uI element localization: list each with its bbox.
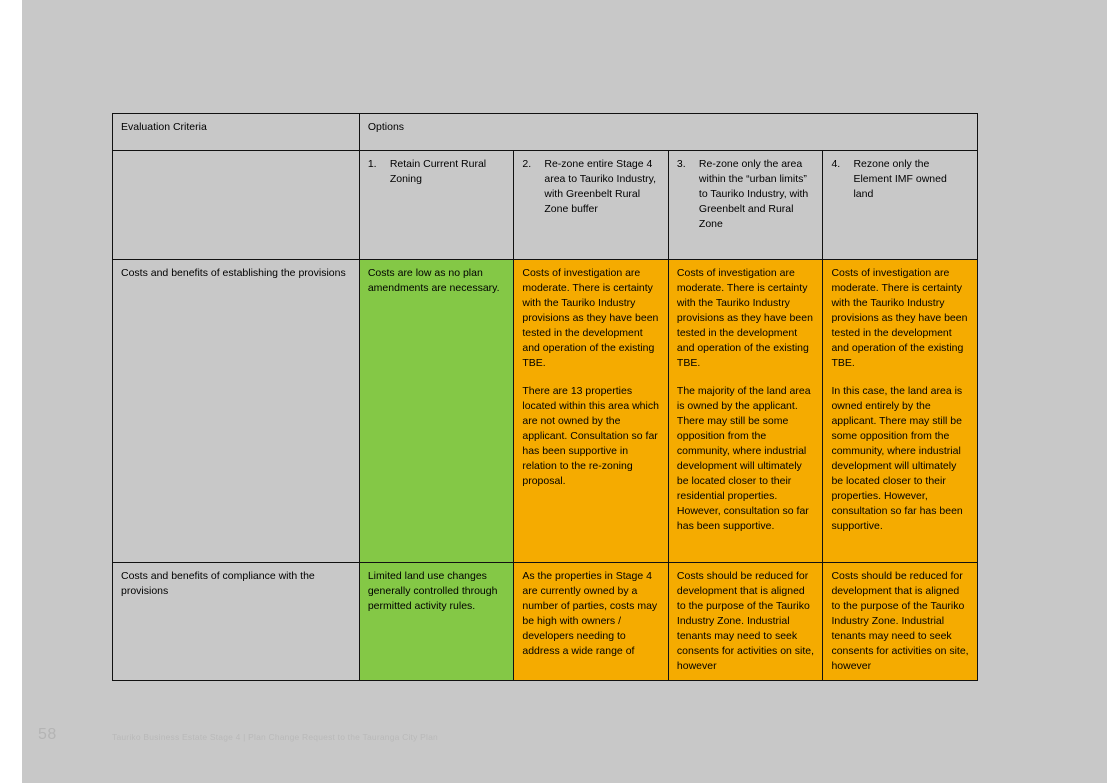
- cell-paragraph: The majority of the land area is owned by the applicant. There may still be some opposition from the community, where industrial development will ultimately be located closer to their residential properties. However, consultation so far has been supportive.: [676, 385, 811, 532]
- option-label-3: Re-zone only the area within the “urban limits” to Tauriko Industry, with Greenbelt and Rural Zone: [698, 158, 809, 230]
- option-label-1: Retain Current Rural Zoning: [389, 158, 487, 185]
- cell-paragraph: Limited land use changes generally controlled through permitted activity rules.: [367, 570, 498, 612]
- option-number-4: 4.: [831, 158, 841, 170]
- cell-establishing-option-3: [668, 260, 823, 563]
- footer-document-title: Tauriko Business Estate Stage 4 | Plan Change Request to the Tauranga City Plan: [112, 732, 438, 742]
- evaluation-criteria-table: [112, 113, 978, 681]
- cell-paragraph: Costs are low as no plan amendments are necessary.: [367, 267, 500, 294]
- table-row: [113, 563, 978, 681]
- cell-paragraph: There are 13 properties located within this area which are not owned by the applicant. Consultation so far has been supportive in relation to the re-zoning proposal.: [522, 385, 659, 487]
- options-header-spacer: [113, 151, 360, 260]
- option-header-4: [823, 151, 978, 260]
- row-criterion-establishing: Costs and benefits of establishing the provisions: [113, 260, 360, 563]
- row-criterion-compliance: Costs and benefits of compliance with the provisions: [113, 563, 360, 681]
- cell-paragraph: Costs should be reduced for development that is aligned to the purpose of the Tauriko Industry Zone. Industrial tenants may need to seek consents for activities on site, however: [831, 570, 969, 672]
- cell-paragraph: Costs should be reduced for development that is aligned to the purpose of the Tauriko Industry Zone. Industrial tenants may need to seek consents for activities on site, however: [676, 570, 815, 672]
- option-number-3: 3.: [676, 158, 686, 170]
- cell-paragraph: Costs of investigation are moderate. There is certainty with the Tauriko Industry provisions as they have been tested in the development and operation of the existing TBE.: [831, 267, 968, 369]
- header-evaluation-criteria: Evaluation Criteria: [113, 114, 360, 151]
- cell-paragraph: Costs of investigation are moderate. There is certainty with the Tauriko Industry provisions as they have been tested in the development and operation of the existing TBE.: [676, 267, 813, 369]
- option-header-2: [514, 151, 669, 260]
- cell-compliance-option-3: [668, 563, 823, 681]
- option-header-3: [668, 151, 823, 260]
- cell-paragraph: As the properties in Stage 4 are currently owned by a number of parties, costs may be high with owners / developers needing to address a wide range of: [522, 570, 658, 657]
- option-number-1: 1.: [367, 158, 377, 170]
- cell-establishing-option-1: [359, 260, 514, 563]
- cell-establishing-option-2: [514, 260, 669, 563]
- cell-compliance-option-2: [514, 563, 669, 681]
- cell-compliance-option-1: [359, 563, 514, 681]
- cell-paragraph: In this case, the land area is owned entirely by the applicant. There may still be some opposition from the community, where industrial development will ultimately be located closer to their properties. However, consultation so far has been supportive.: [831, 385, 963, 532]
- option-label-2: Re-zone entire Stage 4 area to Tauriko Industry, with Greenbelt Rural Zone buffer: [544, 158, 657, 215]
- cell-compliance-option-4: [823, 563, 978, 681]
- options-header-row: [113, 151, 978, 260]
- cell-paragraph: Costs of investigation are moderate. There is certainty with the Tauriko Industry provisions as they have been tested in the development and operation of the existing TBE.: [522, 267, 659, 369]
- header-options: Options: [359, 114, 977, 151]
- document-page: [22, 0, 1107, 783]
- page-number: 58: [38, 726, 57, 743]
- evaluation-table-container: [112, 113, 978, 681]
- table-row: [113, 260, 978, 563]
- cell-establishing-option-4: [823, 260, 978, 563]
- option-number-2: 2.: [522, 158, 532, 170]
- option-label-4: Rezone only the Element IMF owned land: [853, 158, 947, 200]
- table-header-row: [113, 114, 978, 151]
- option-header-1: [359, 151, 514, 260]
- page-footer: [22, 726, 1107, 762]
